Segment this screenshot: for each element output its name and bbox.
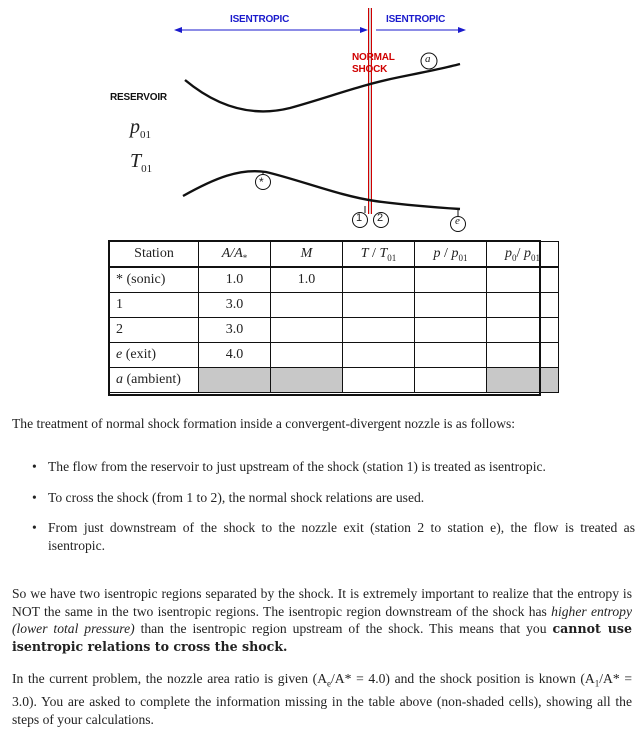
empty-cell[interactable] bbox=[487, 343, 559, 368]
empty-cell[interactable] bbox=[343, 293, 415, 318]
empty-cell[interactable] bbox=[343, 318, 415, 343]
empty-cell[interactable] bbox=[415, 267, 487, 293]
list-item: • From just downstream of the shock to the nozzle exit (station 2 to station e), the flow is treated as isentropic. bbox=[30, 519, 635, 554]
empty-cell[interactable] bbox=[487, 293, 559, 318]
nozzle-diagram bbox=[0, 0, 643, 240]
mach-cell: 1.0 bbox=[271, 267, 343, 293]
area-ratio-cell: 1.0 bbox=[199, 267, 271, 293]
reservoir-pressure: $p_{01}$ bbox=[130, 116, 151, 141]
nozzle-lower-wall bbox=[183, 171, 460, 209]
empty-cell[interactable] bbox=[487, 267, 559, 293]
mach-cell[interactable] bbox=[271, 343, 343, 368]
station-cell: 2 bbox=[110, 318, 199, 343]
header-total-pressure-ratio: $p_0/$ $p_{01}$ bbox=[487, 242, 559, 268]
mach-cell[interactable] bbox=[271, 293, 343, 318]
station-a-label: a bbox=[425, 53, 431, 65]
station-2-label: 2 bbox=[377, 212, 384, 224]
header-mach: M bbox=[271, 242, 343, 268]
empty-cell[interactable] bbox=[343, 368, 415, 393]
table-row bbox=[110, 267, 559, 293]
area-ratio-cell: 3.0 bbox=[199, 293, 271, 318]
header-area-ratio: $A/A_*$ bbox=[199, 242, 271, 268]
station-cell: * (sonic) bbox=[110, 267, 199, 293]
empty-cell[interactable] bbox=[343, 343, 415, 368]
station-cell: 1 bbox=[110, 293, 199, 318]
list-item: • The flow from the reservoir to just upstream of the shock (station 1) is treated as isentropic. bbox=[30, 458, 635, 476]
problem-paragraph: In the current problem, the nozzle area ratio is given $(A_e/A* = 4.0)$ and the shock position is known $(A_1/A* = 3.0)$. You are asked to complete the information missing in the table above (non-shaded cells), showing all the steps of your calculations. bbox=[12, 671, 632, 727]
empty-cell[interactable] bbox=[343, 267, 415, 293]
table-row bbox=[110, 368, 559, 393]
shaded-cell bbox=[271, 368, 343, 393]
normal-shock-line bbox=[369, 8, 372, 214]
mach-cell[interactable] bbox=[271, 318, 343, 343]
empty-cell[interactable] bbox=[415, 293, 487, 318]
empty-cell[interactable] bbox=[415, 318, 487, 343]
treatment-list bbox=[30, 458, 635, 567]
isentropic-left-label: ISENTROPIC bbox=[230, 14, 290, 25]
nozzle-upper-wall bbox=[185, 64, 460, 111]
empty-cell[interactable] bbox=[415, 368, 487, 393]
empty-cell[interactable] bbox=[415, 343, 487, 368]
table-header-row bbox=[110, 242, 559, 268]
entropy-paragraph: So we have two isentropic regions separated by the shock. It is extremely important to realize that the entropy is NOT the same in the two isentropic regions. The isentropic region downstream of the shock has higher entropy (lower total pressure) than the isentropic region upstream of the shock. This means that you cannot use isentropic relations to cross the shock. bbox=[12, 586, 632, 654]
header-temperature-ratio: T / $T_{01}$ bbox=[343, 242, 415, 268]
shaded-cell bbox=[487, 368, 559, 393]
list-item: • To cross the shock (from 1 to 2), the normal shock relations are used. bbox=[30, 489, 635, 507]
area-ratio-cell: 3.0 bbox=[199, 318, 271, 343]
station-cell: a (ambient) bbox=[110, 368, 199, 393]
station-cell: e (exit) bbox=[110, 343, 199, 368]
throat-star-label: * bbox=[259, 175, 264, 189]
table-row bbox=[110, 318, 559, 343]
isentropic-right-arrow bbox=[376, 27, 466, 33]
table-row bbox=[110, 293, 559, 318]
isentropic-left-arrow bbox=[174, 27, 368, 33]
area-ratio-cell: 4.0 bbox=[199, 343, 271, 368]
empty-cell[interactable] bbox=[487, 318, 559, 343]
reservoir-temperature: $T_{01}$ bbox=[130, 150, 153, 175]
shock-label: SHOCK bbox=[352, 64, 388, 75]
header-pressure-ratio: p / $p_{01}$ bbox=[415, 242, 487, 268]
reservoir-label: RESERVOIR bbox=[110, 92, 167, 103]
intro-paragraph: The treatment of normal shock formation inside a convergent-divergent nozzle is as follows: bbox=[12, 416, 516, 431]
station-e-label: e bbox=[455, 215, 460, 227]
shaded-cell bbox=[199, 368, 271, 393]
isentropic-right-label: ISENTROPIC bbox=[386, 14, 446, 25]
normal-label: NORMAL bbox=[352, 52, 395, 63]
header-station: Station bbox=[110, 242, 199, 268]
station-1-label: 1 bbox=[356, 212, 363, 224]
station-table bbox=[109, 241, 559, 393]
table-row bbox=[110, 343, 559, 368]
